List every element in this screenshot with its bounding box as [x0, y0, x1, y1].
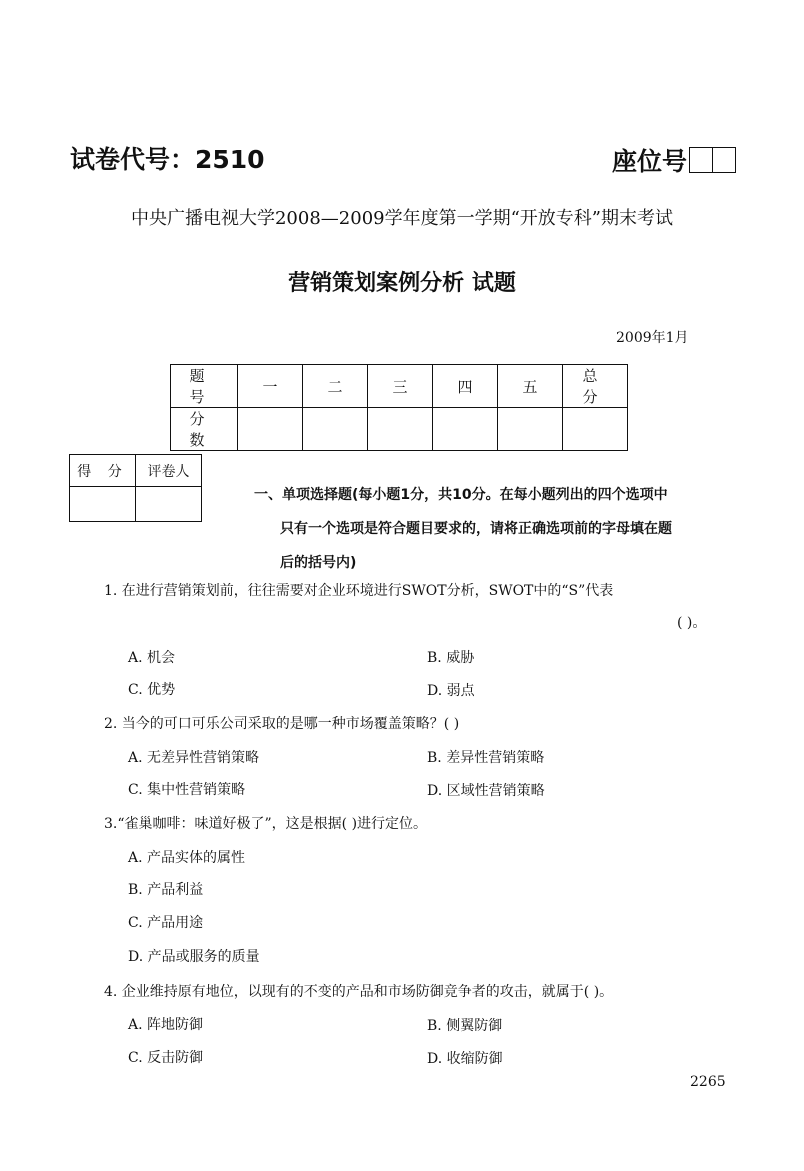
score-input-cell[interactable]	[498, 408, 563, 451]
page-number: 2265	[690, 1074, 726, 1090]
question-1-option-b: B. 威胁	[427, 650, 475, 666]
question-2-option-b: B. 差异性营销策略	[427, 750, 545, 766]
section-one-line2: 只有一个选项是符合题目要求的，请将正确选项前的字母填在题	[280, 521, 672, 537]
score-cell-label: 题 号	[171, 365, 238, 408]
question-4-option-d: D. 收缩防御	[427, 1051, 503, 1067]
paper-code: 试卷代号：2510	[70, 145, 265, 174]
question-3-option-a: A. 产品实体的属性	[128, 850, 246, 866]
score-table-header-row	[171, 365, 628, 408]
question-2-option-a: A. 无差异性营销策略	[128, 750, 260, 766]
question-4-option-b: B. 侧翼防御	[427, 1018, 503, 1034]
grader-score-cell[interactable]	[70, 487, 136, 522]
grader-name-cell[interactable]	[136, 487, 202, 522]
score-cell-q3: 三	[368, 365, 433, 408]
score-cell-q4: 四	[433, 365, 498, 408]
grader-label: 评卷人	[136, 455, 202, 487]
question-3-option-d: D. 产品或服务的质量	[128, 949, 260, 965]
section-one-line3: 后的括号内)	[280, 555, 357, 571]
question-2-option-c: C. 集中性营销策略	[128, 782, 246, 798]
score-input-cell[interactable]	[238, 408, 303, 451]
section-one-instructions	[254, 478, 754, 580]
question-4-stem: 4. 企业维持原有地位，以现有的不变的产品和市场防御竞争者的攻击，就属于( )。	[104, 984, 614, 1000]
question-2-option-d: D. 区域性营销策略	[427, 783, 545, 799]
question-3-option-c: C. 产品用途	[128, 915, 204, 931]
seat-boxes	[689, 147, 736, 173]
seat-box	[713, 147, 736, 173]
seat-number	[612, 142, 736, 178]
question-1-stem: 1. 在进行营销策划前，往往需要对企业环境进行SWOT分析，SWOT中的“S”代表	[104, 583, 614, 599]
exam-title: 中央广播电视大学2008—2009学年度第一学期“开放专科”期末考试	[130, 208, 674, 229]
score-input-cell[interactable]	[303, 408, 368, 451]
score-input-cell[interactable]	[433, 408, 498, 451]
grader-score-label: 得 分	[70, 455, 136, 487]
score-cell-total: 总 分	[563, 365, 628, 408]
question-3-option-b: B. 产品利益	[128, 882, 204, 898]
question-1-answer-blank[interactable]: ( )。	[677, 615, 707, 631]
question-4-option-a: A. 阵地防御	[128, 1017, 204, 1033]
grader-table	[69, 454, 202, 522]
score-cell-q5: 五	[498, 365, 563, 408]
question-1-option-d: D. 弱点	[427, 683, 475, 699]
question-2-stem: 2. 当今的可口可乐公司采取的是哪一种市场覆盖策略？( )	[104, 716, 460, 732]
question-1-option-c: C. 优势	[128, 682, 176, 698]
score-input-cell[interactable]	[563, 408, 628, 451]
question-3-stem: 3.“雀巢咖啡：味道好极了”，这是根据( )进行定位。	[104, 816, 428, 832]
exam-date: 2009年1月	[616, 330, 689, 346]
seat-label: 座位号	[612, 147, 688, 176]
score-input-cell[interactable]	[368, 408, 433, 451]
score-table	[170, 364, 628, 451]
score-row-label: 分 数	[171, 408, 238, 451]
score-table-score-row	[171, 408, 628, 451]
question-4-option-c: C. 反击防御	[128, 1050, 204, 1066]
subject-title: 营销策划案例分析 试题	[288, 271, 516, 296]
score-cell-q1: 一	[238, 365, 303, 408]
score-cell-q2: 二	[303, 365, 368, 408]
section-one-line1: 一、单项选择题(每小题1分，共10分。在每小题列出的四个选项中	[254, 487, 668, 503]
question-1-option-a: A. 机会	[128, 650, 176, 666]
seat-box	[689, 147, 713, 173]
